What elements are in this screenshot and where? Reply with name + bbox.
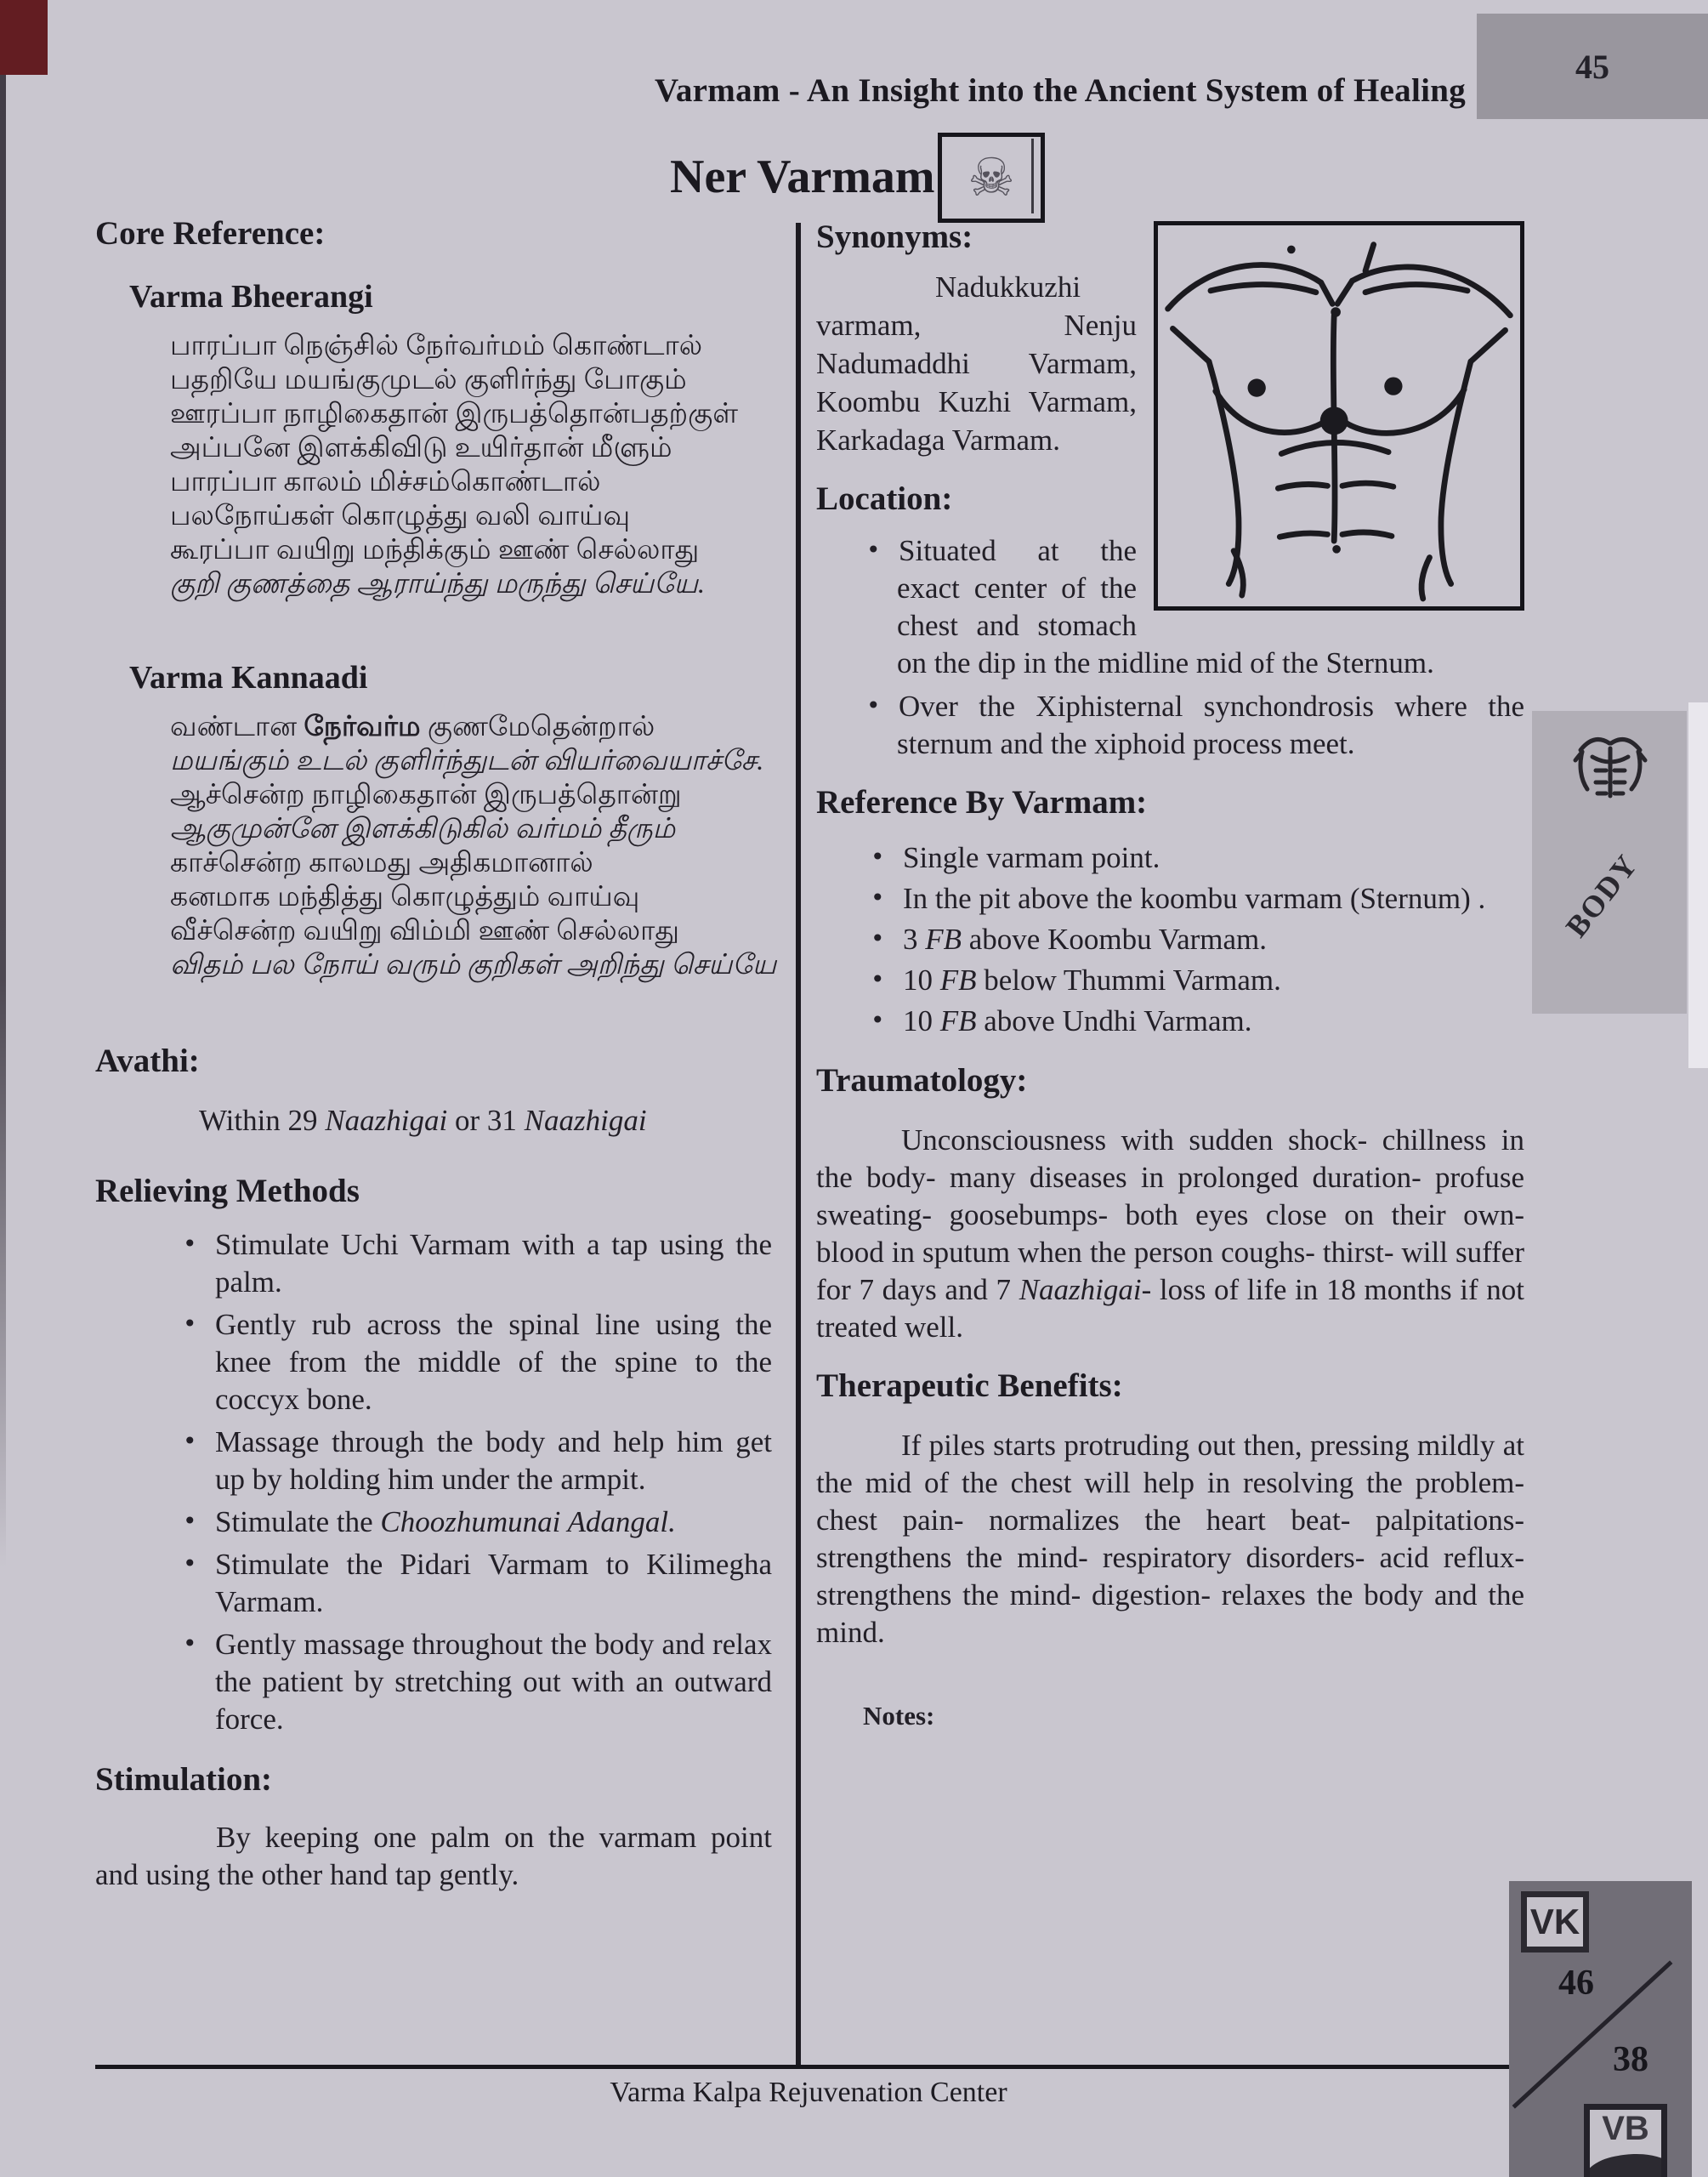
bullet-item	[871, 959, 1524, 1000]
bullet-text: Stimulate the Pidari Varmam to Kilimegha Varmam.	[215, 1548, 772, 1618]
verse1-tamil	[170, 329, 772, 601]
footer-text: Varma Kalpa Rejuvenation Center	[610, 2077, 1007, 2108]
scan-corner-artifact	[0, 0, 48, 75]
torso-anatomy-figure	[1154, 221, 1524, 611]
bullet-text: 3 FB above Koombu Varmam.	[903, 923, 1268, 956]
bullet-dot: •	[871, 1006, 885, 1034]
scan-line-artifact	[1031, 139, 1034, 213]
bullet-item	[866, 687, 1524, 763]
bullet-item	[183, 1503, 772, 1541]
avathi-heading: Avathi:	[95, 1043, 200, 1079]
stimulation-text: By keeping one palm on the varmam point and using the other hand tap gently.	[95, 1821, 772, 1891]
stimulation-heading: Stimulation:	[95, 1761, 273, 1798]
vb-logo: VB	[1602, 2110, 1649, 2147]
bullet-dot: •	[871, 884, 885, 912]
bullet-text: Single varmam point.	[903, 841, 1160, 874]
traumatology-text: Unconsciousness with sudden shock- chillness in the body- many diseases in prolonged duration- profuse sweating- goosebumps- both eyes close on their own- blood in sputum when the person coughs- thirst- will suffer for 7 days and 7 Naazhigai- loss of life in 18 months if not treated well.	[816, 1123, 1524, 1344]
verse1-title: Varma Bheerangi	[129, 279, 373, 315]
right-column	[816, 218, 1524, 1731]
bullet-dot: •	[183, 1310, 197, 1338]
bullet-dot: •	[183, 1549, 197, 1577]
bullet-item	[183, 1305, 772, 1418]
verse-line: பாரப்பா நெஞ்சில் நேர்வர்மம் கொண்டால்	[170, 331, 703, 361]
bullet-dot: •	[183, 1427, 197, 1455]
scan-edge-strip	[1688, 702, 1708, 1068]
bullet-text: In the pit above the koombu varmam (Sternum) .	[903, 882, 1486, 915]
location-heading: Location:	[816, 480, 953, 517]
therapeutic-benefits-heading: Therapeutic Benefits:	[816, 1367, 1123, 1404]
bullet-text: Stimulate Uchi Varmam with a tap using the palm.	[215, 1228, 772, 1299]
torso-line-drawing	[1158, 225, 1520, 606]
verse-line: காச்சென்ற காலமது அதிகமானால்	[170, 848, 593, 878]
book-header: Varmam - An Insight into the Ancient System of Healing	[655, 72, 1467, 109]
verse-line: மயங்கும் உடல் குளிர்ந்துடன் வியர்வையாச்சே.	[170, 746, 764, 776]
therapeutic-benefits-text: If piles starts protruding out then, pressing mildly at the mid of the chest will help in resolving the problem- chest pain- normalizes the heart beat- palpitations- strengthens the mind- respiratory disorders- acid reflux- strengthens the mind- digestion- relaxes the body and the mind.	[816, 1429, 1524, 1649]
reference-by-varmam-list	[816, 837, 1524, 1041]
bullet-dot: •	[183, 1629, 197, 1657]
verse-line: வீச்சென்ற வயிறு விம்மி ஊண் செல்லாது	[170, 916, 680, 946]
bullet-item	[183, 1545, 772, 1621]
scan-left-edge	[0, 0, 6, 2177]
bullet-item	[871, 837, 1524, 878]
cross-reference-page-top: 46	[1558, 1964, 1594, 2003]
relieving-methods-list	[95, 1225, 772, 1738]
bullet-text: Situated at the exact center of the chest and stomach on the dip in the midline mid of the Sternum.	[897, 534, 1434, 679]
verse-line: பாரப்பா காலம் மிச்சம்கொண்டால்	[170, 467, 601, 497]
verse-line: ஆச்சென்ற நாழிகைதான் இருபத்தொன்று	[170, 780, 682, 810]
vb-logo-box	[1584, 2104, 1667, 2177]
skull-crossbones-icon: ☠	[967, 146, 1015, 208]
traumatology-heading: Traumatology:	[816, 1062, 1028, 1099]
verse-line: பலநோய்கள் கொழுத்து வலி வாய்வு	[170, 501, 631, 531]
synonyms-text: Nadukkuzhi varmam, Nenju Nadumaddhi Varmam, Koombu Kuzhi Varmam, Karkadaga Varmam.	[816, 270, 1137, 457]
page-title: Ner Varmam	[670, 151, 935, 203]
verse2-title: Varma Kannaadi	[129, 660, 368, 696]
verse-line: அப்பனே இளக்கிவிடு உயிர்தான் மீளும்	[170, 433, 672, 463]
vk-logo: VK	[1521, 1891, 1589, 1952]
bullet-dot: •	[871, 924, 885, 952]
bullet-item	[183, 1423, 772, 1498]
verse-line: பதறியே மயங்குமுடல் குளிர்ந்து போகும்	[170, 365, 687, 395]
bullet-text: 10 FB below Thummi Varmam.	[903, 963, 1281, 997]
page-number: 45	[1575, 47, 1609, 86]
torso-stamp-icon	[1571, 730, 1649, 815]
vb-logo-image	[1584, 2148, 1667, 2177]
column-divider	[796, 223, 801, 2065]
bullet-text: Gently rub across the spinal line using the knee from the middle of the spine to the coccyx bone.	[215, 1308, 772, 1416]
verse2-tamil	[170, 710, 777, 982]
synonyms-heading: Synonyms:	[816, 219, 973, 255]
spacer	[95, 601, 772, 634]
bullet-text: Massage through the body and help him get up by holding him under the armpit.	[215, 1425, 772, 1496]
verse-line: விதம் பல நோய் வரும் குறிகள் அறிந்து செய்யே	[170, 950, 777, 981]
verse-line: குறி குணத்தை ஆராய்ந்து மருந்து செய்யே.	[170, 569, 706, 600]
verse-line: கூரப்பா வயிறு மந்திக்கும் ஊண் செல்லாது	[170, 535, 700, 566]
corner-index-panel	[1509, 1881, 1692, 2177]
bullet-item	[871, 918, 1524, 959]
core-reference-heading: Core Reference:	[95, 215, 326, 252]
bullet-text: Stimulate the Choozhumunai Adangal.	[215, 1505, 676, 1538]
footer-rule	[95, 2065, 1522, 2069]
verse-line: கனமாக மந்தித்து கொழுத்தும் வாய்வு	[170, 882, 640, 912]
left-column	[95, 214, 777, 1894]
bullet-dot: •	[866, 536, 881, 564]
bullet-item	[871, 878, 1524, 918]
verse-line: ஆகுமுன்னே இளக்கிடுகில் வர்மம் தீரும்	[170, 814, 676, 844]
bullet-dot: •	[871, 965, 885, 993]
bullet-dot: •	[871, 843, 885, 871]
bullet-item	[871, 1000, 1524, 1041]
skull-icon-box	[938, 133, 1045, 223]
bullet-text: 10 FB above Undhi Varmam.	[903, 1004, 1252, 1037]
bullet-dot: •	[183, 1230, 197, 1258]
bullet-item	[183, 1225, 772, 1301]
verse-line: ஊரப்பா நாழிகைதான் இருபத்தொன்பதற்குள்	[170, 399, 738, 429]
bullet-text: Gently massage throughout the body and relax the patient by stretching out with an outward force.	[215, 1628, 772, 1736]
body-tab-label: BODY	[1558, 847, 1645, 944]
body-section-tab	[1532, 711, 1687, 1014]
bullet-dot: •	[183, 1507, 197, 1535]
page-number-box	[1477, 14, 1708, 119]
notes-label: Notes:	[863, 1701, 935, 1731]
verse-line: வண்டான நேர்வர்ம குணமேதென்றால்	[170, 712, 655, 742]
relieving-methods-heading: Relieving Methods	[95, 1173, 360, 1209]
reference-by-varmam-heading: Reference By Varmam:	[816, 784, 1148, 821]
bullet-item	[183, 1625, 772, 1738]
bullet-dot: •	[866, 691, 881, 719]
bullet-text: Over the Xiphisternal synchondrosis where the sternum and the xiphoid process meet.	[897, 690, 1524, 760]
cross-reference-page-bottom: 38	[1613, 2040, 1648, 2079]
avathi-text: Within 29 Naazhigai or 31 Naazhigai	[199, 1104, 647, 1137]
